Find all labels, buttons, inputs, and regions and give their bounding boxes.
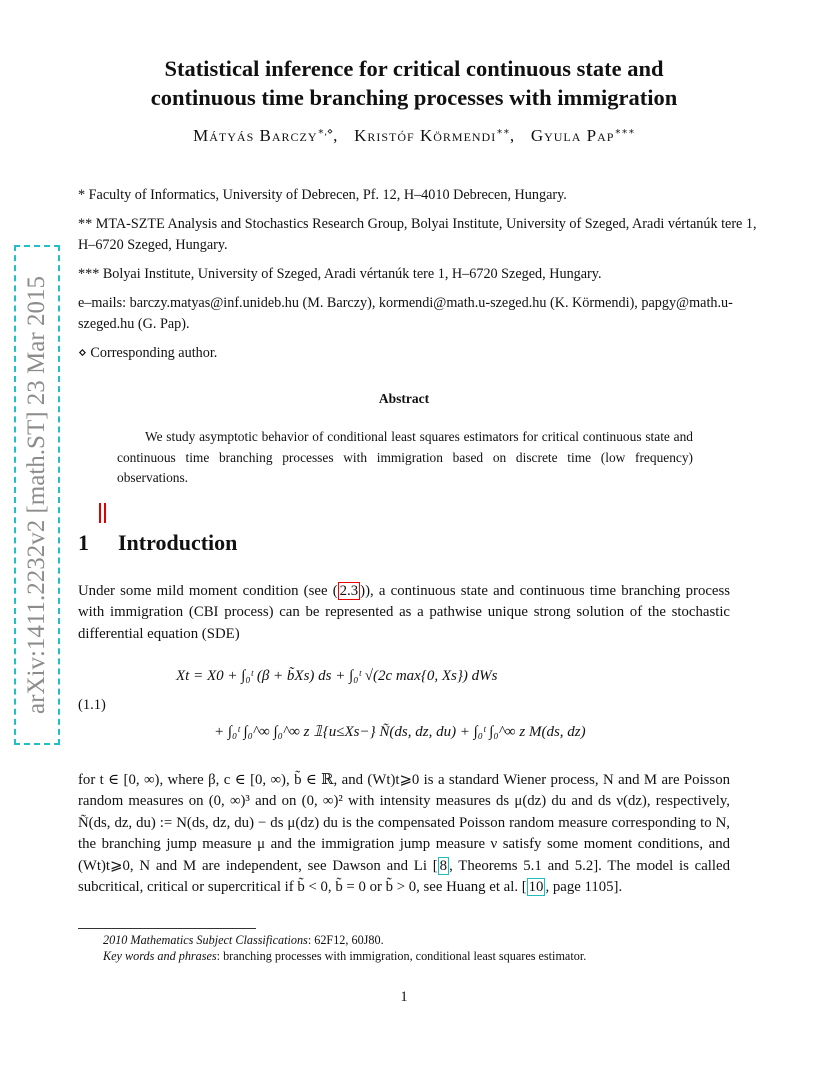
footnote-rule xyxy=(78,928,256,929)
abstract-heading: Abstract xyxy=(378,391,430,406)
intro-paragraph-2 xyxy=(78,770,730,898)
arxiv-stamp-text: arXiv:1411.2232v2 [math.ST] 23 Mar 2015 xyxy=(23,276,50,714)
section-title: Introduction xyxy=(118,530,238,555)
equation-ref-link[interactable]: 2.3 xyxy=(339,583,359,599)
footnote-msc xyxy=(103,932,384,949)
corresponding-author-note: ⋄ Corresponding author. xyxy=(78,345,218,361)
author-list: Mátyás Barczy∗,⋄, Kristóf Körmendi∗∗, Gyula Pap∗∗∗ xyxy=(193,126,635,145)
citation-link-8[interactable]: 8 xyxy=(439,857,448,874)
affiliation-3: *** Bolyai Institute, University of Szeged, Aradi vértanúk tere 1, H–6720 Szeged, Hungary. xyxy=(78,266,602,282)
affiliation-2: ** MTA-SZTE Analysis and Stochastics Research Group, Bolyai Institute, University of Szeged, Aradi vértanúk tere 1, H–6720 Szeged, Hungary. xyxy=(78,216,757,253)
citation-link-10[interactable]: 10 xyxy=(528,879,544,896)
keywords-label: Key words and phrases xyxy=(103,949,217,963)
equation-line-2: + ∫₀ᵗ ∫₀^∞ ∫₀^∞ z 𝟙{u≤Xs−} Ñ(ds, dz, du) + ∫₀ᵗ ∫₀^∞ z M(ds, dz) xyxy=(214,724,586,740)
author-name: Mátyás Barczy xyxy=(193,126,318,145)
paper-title xyxy=(0,54,828,112)
keywords-value: : branching processes with immigration, conditional least squares estimator. xyxy=(216,949,587,963)
author-mark: ∗∗∗ xyxy=(614,126,635,138)
author-name: Kristóf Körmendi xyxy=(354,126,497,145)
section-number: 1 xyxy=(78,530,89,555)
footnote-keywords xyxy=(103,948,586,965)
para2-part-3: , page 1105]. xyxy=(545,879,623,896)
intro-paragraph-1 xyxy=(78,581,730,645)
section-heading xyxy=(78,530,237,556)
author-name: Gyula Pap xyxy=(530,126,615,145)
change-bar xyxy=(99,503,109,523)
para2-part-2: , Theorems 5.1 and 5.2]. The model is called subcritical, critical or supercritical if b̃ < 0, b̃ = 0 or b̃ > 0, see Huang et al. [ xyxy=(78,857,730,896)
affiliation-1: * Faculty of Informatics, University of Debrecen, Pf. 12, H–4010 Debrecen, Hungary. xyxy=(78,187,567,203)
author-mark: ∗∗ xyxy=(496,126,510,138)
arxiv-stamp[interactable] xyxy=(14,245,60,745)
emails[interactable]: e–mails: barczy.matyas@inf.unideb.hu (M. Barczy), kormendi@math.u-szeged.hu (K. Körmendi), papgy@math.u-szeged.hu (G. Pap). xyxy=(78,295,733,332)
para1-text-before: Under some mild moment condition (see ( xyxy=(78,583,338,599)
para1-text-after: )), a continuous state and continuous time branching process with immigration (CBI process) can be represented as a pathwise unique strong solution of the stochastic differential equation (SDE) xyxy=(78,583,730,642)
msc-label: 2010 Mathematics Subject Classifications xyxy=(103,933,308,947)
equation-line-1: Xt = X0 + ∫₀ᵗ (β + b̃Xs) ds + ∫₀ᵗ √(2c max{0, Xs}) dWs xyxy=(176,668,498,684)
title-line-1: Statistical inference for critical continuous state and xyxy=(164,56,664,81)
title-line-2: continuous time branching processes with immigration xyxy=(150,85,678,110)
equation-number: (1.1) xyxy=(78,697,106,713)
abstract-text: We study asymptotic behavior of conditional least squares estimators for critical continuous state and continuous time branching processes with immigration based on discrete time (low frequency) observations. xyxy=(117,429,693,485)
author-mark: ∗,⋄ xyxy=(317,126,334,138)
para2-part-1: for t ∈ [0, ∞), where β, c ∈ [0, ∞), b̃ ∈ ℝ, and (Wt)t⩾0 is a standard Wiener process, N and M are Poisson random measures on (0, ∞)³ and on (0, ∞)² with intensity measures ds μ(dz) du and ds ν(dz), respectively, Ñ(ds, dz, du) := N(ds, dz, du) − ds μ(dz) du is the compensated Poisson random measure corresponding to N, the branching jump measure μ and the immigration jump measure ν satisfy some moment conditions, and (Wt)t⩾0, N and M are independent, see Dawson and Li [ xyxy=(78,772,730,874)
page-number: 1 xyxy=(400,989,408,1005)
msc-value: : 62F12, 60J80. xyxy=(307,933,384,947)
